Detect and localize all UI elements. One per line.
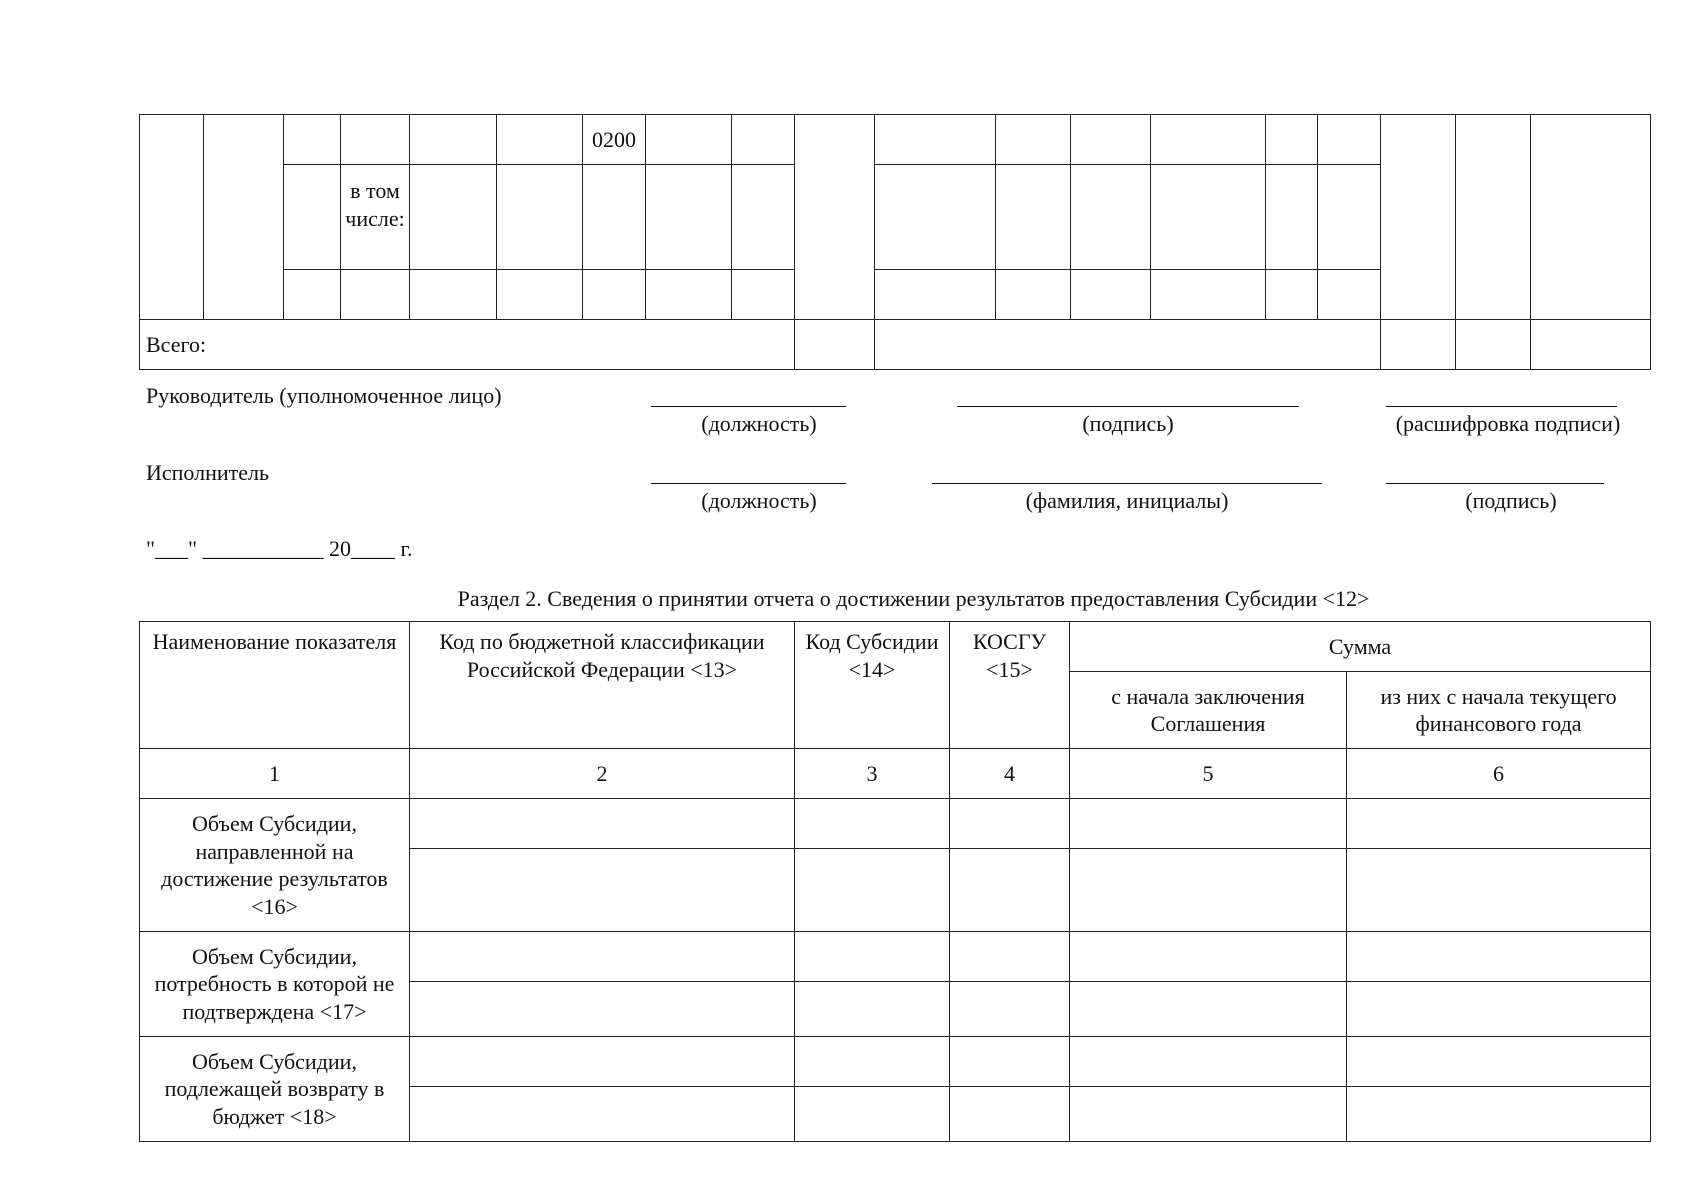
cell[interactable] — [1347, 932, 1651, 982]
cell[interactable] — [1266, 115, 1318, 165]
cell[interactable] — [1070, 1037, 1347, 1087]
cell[interactable] — [1070, 849, 1347, 932]
header-subsidy-code: Код Субсидии <14> — [795, 622, 950, 749]
section2-title: Раздел 2. Сведения о принятии отчета о достижении результатов предоставления Субсидии <12> — [457, 586, 1370, 611]
manager-position-caption: (должность) — [701, 411, 817, 436]
cell[interactable] — [410, 932, 795, 982]
cell[interactable] — [795, 932, 950, 982]
header-budget-code: Код по бюджетной классификации Российской Федерации <13> — [410, 622, 795, 749]
cell[interactable] — [1318, 115, 1381, 165]
cell[interactable] — [1070, 799, 1347, 849]
cell[interactable] — [996, 165, 1071, 270]
cell[interactable] — [1347, 982, 1651, 1037]
column-number: 4 — [950, 749, 1070, 799]
column-number: 6 — [1347, 749, 1651, 799]
cell[interactable] — [1531, 320, 1651, 370]
cell[interactable] — [646, 165, 732, 270]
cell[interactable] — [1071, 115, 1151, 165]
cell[interactable] — [410, 982, 795, 1037]
manager-position-line[interactable] — [651, 406, 846, 407]
cell[interactable] — [1151, 115, 1266, 165]
cell[interactable] — [1071, 165, 1151, 270]
cell[interactable] — [341, 115, 410, 165]
executor-position-caption: (должность) — [701, 488, 817, 513]
column-number: 5 — [1070, 749, 1347, 799]
cell[interactable] — [950, 1037, 1070, 1087]
cell[interactable] — [875, 320, 1381, 370]
header-indicator-name: Наименование показателя — [140, 622, 410, 749]
cell[interactable] — [1347, 1087, 1651, 1142]
cell[interactable] — [950, 849, 1070, 932]
cell[interactable] — [1266, 270, 1318, 320]
cell[interactable] — [996, 115, 1071, 165]
cell[interactable] — [1070, 1087, 1347, 1142]
cell[interactable] — [1318, 270, 1381, 320]
cell[interactable] — [646, 270, 732, 320]
executor-label: Исполнитель — [146, 460, 270, 485]
cell[interactable] — [410, 115, 497, 165]
cell[interactable] — [732, 270, 795, 320]
cell[interactable] — [646, 115, 732, 165]
cell[interactable] — [497, 115, 583, 165]
cell[interactable] — [1151, 270, 1266, 320]
column-number: 1 — [140, 749, 410, 799]
including-label: в том числе: — [341, 165, 410, 270]
cell[interactable] — [795, 799, 950, 849]
cell[interactable] — [284, 165, 341, 270]
cell[interactable] — [950, 932, 1070, 982]
cell[interactable] — [583, 165, 646, 270]
manager-signature-caption: (подпись) — [1082, 411, 1174, 436]
cell[interactable] — [1266, 165, 1318, 270]
executor-position-line[interactable] — [651, 483, 846, 484]
cell[interactable] — [795, 982, 950, 1037]
cell[interactable] — [950, 982, 1070, 1037]
cell[interactable] — [284, 270, 341, 320]
cell[interactable] — [410, 849, 795, 932]
manager-label: Руководитель (уполномоченное лицо) — [146, 383, 502, 408]
cell[interactable] — [284, 115, 341, 165]
column-number: 2 — [410, 749, 795, 799]
cell[interactable] — [583, 270, 646, 320]
cell[interactable] — [795, 1087, 950, 1142]
header-kosgu: КОСГУ <15> — [950, 622, 1070, 749]
cell[interactable] — [732, 165, 795, 270]
cell[interactable] — [1456, 115, 1531, 320]
manager-signature-line[interactable] — [957, 406, 1299, 407]
cell[interactable] — [497, 165, 583, 270]
total-label: Всего: — [140, 320, 795, 370]
cell[interactable] — [410, 165, 497, 270]
cell[interactable] — [1381, 115, 1456, 320]
cell[interactable] — [1151, 165, 1266, 270]
cell[interactable] — [875, 165, 996, 270]
row-label: Объем Субсидии, подлежащей возврату в бюджет <18> — [140, 1037, 410, 1142]
section2-table — [139, 621, 1651, 1142]
cell[interactable] — [497, 270, 583, 320]
header-since-agreement: с начала заключения Соглашения — [1070, 672, 1347, 749]
executor-name-caption: (фамилия, инициалы) — [1025, 488, 1229, 513]
cell[interactable] — [410, 1087, 795, 1142]
cell[interactable] — [1071, 270, 1151, 320]
cell[interactable] — [996, 270, 1071, 320]
cell[interactable] — [950, 1087, 1070, 1142]
section1-table — [139, 114, 1651, 370]
cell[interactable] — [1070, 932, 1347, 982]
cell[interactable] — [410, 1037, 795, 1087]
manager-decode-line[interactable] — [1386, 406, 1617, 407]
cell[interactable] — [1381, 320, 1456, 370]
executor-name-line[interactable] — [932, 483, 1322, 484]
header-sum: Сумма — [1070, 622, 1651, 672]
cell[interactable] — [1456, 320, 1531, 370]
cell[interactable] — [875, 270, 996, 320]
cell[interactable] — [341, 270, 410, 320]
code-cell: 0200 — [583, 115, 646, 165]
executor-signature-caption: (подпись) — [1465, 488, 1557, 513]
cell[interactable] — [1531, 115, 1651, 320]
cell[interactable] — [795, 1037, 950, 1087]
cell[interactable] — [795, 320, 875, 370]
cell[interactable] — [950, 799, 1070, 849]
cell[interactable] — [875, 115, 996, 165]
header-since-year: из них с начала текущего финансового года — [1347, 672, 1651, 749]
cell[interactable] — [795, 849, 950, 932]
cell[interactable] — [732, 115, 795, 165]
cell[interactable] — [1318, 165, 1381, 270]
cell[interactable] — [410, 799, 795, 849]
column-number: 3 — [795, 749, 950, 799]
cell[interactable] — [1347, 849, 1651, 932]
date-line: "___" ___________ 20____ г. — [146, 536, 413, 561]
row-label: Объем Субсидии, направленной на достижение результатов <16> — [140, 799, 410, 932]
cell[interactable] — [410, 270, 497, 320]
cell[interactable] — [795, 115, 875, 320]
cell[interactable] — [1070, 982, 1347, 1037]
cell[interactable] — [204, 115, 284, 320]
cell[interactable] — [140, 115, 204, 320]
manager-decode-caption: (расшифровка подписи) — [1395, 411, 1621, 436]
executor-signature-line[interactable] — [1386, 483, 1604, 484]
cell[interactable] — [1347, 799, 1651, 849]
cell[interactable] — [1347, 1037, 1651, 1087]
row-label: Объем Субсидии, потребность в которой не подтверждена <17> — [140, 932, 410, 1037]
